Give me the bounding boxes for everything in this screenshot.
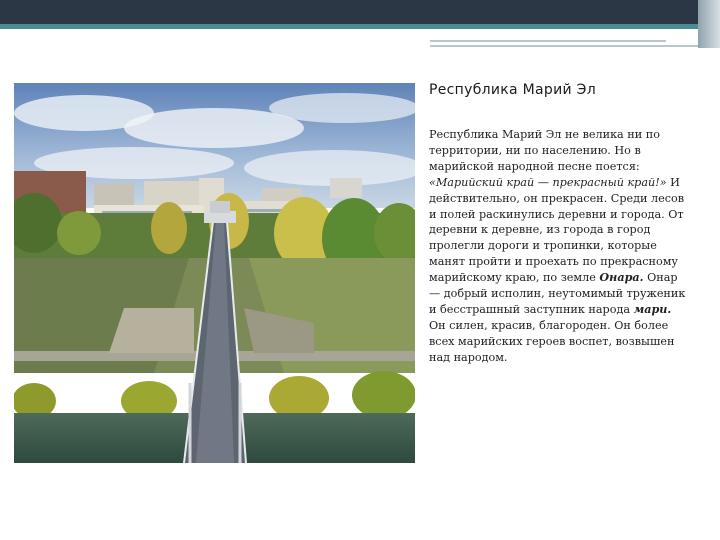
city-bridge-photo xyxy=(14,83,415,463)
header-band xyxy=(0,0,720,24)
body-text-part: Республика Марий Эл не велика ни по территории, ни по населению. Но в марийской народной песне поется: xyxy=(429,128,660,173)
song-quote: «Марийский край — прекрасный край!» xyxy=(429,175,667,189)
header-rule xyxy=(430,45,698,47)
header-corner-decoration xyxy=(698,0,720,48)
header-accent-stripe xyxy=(0,24,720,29)
slide-body-text xyxy=(429,127,687,366)
body-text-part: Онар — добрый исполин, неутомимый труженик и бесстрашный заступник народа xyxy=(429,271,686,316)
header-rule xyxy=(430,40,666,42)
hero-name-onar: Онара. xyxy=(599,270,644,285)
people-name-mari: мари. xyxy=(633,301,672,316)
body-text-part: И действительно, он прекрасен. Среди лесов и полей раскинулись деревни и города. От деревни к деревне, из города в город пролегли дороги и тропинки, которые манят пройти и проехать по прекрасному марийскому краю, по земле xyxy=(429,175,685,285)
slide-title: Республика Марий Эл xyxy=(429,82,596,98)
body-text-part: Он силен, красив, благороден. Он более всех марийских героев воспет, возвышен над народом. xyxy=(429,318,675,364)
